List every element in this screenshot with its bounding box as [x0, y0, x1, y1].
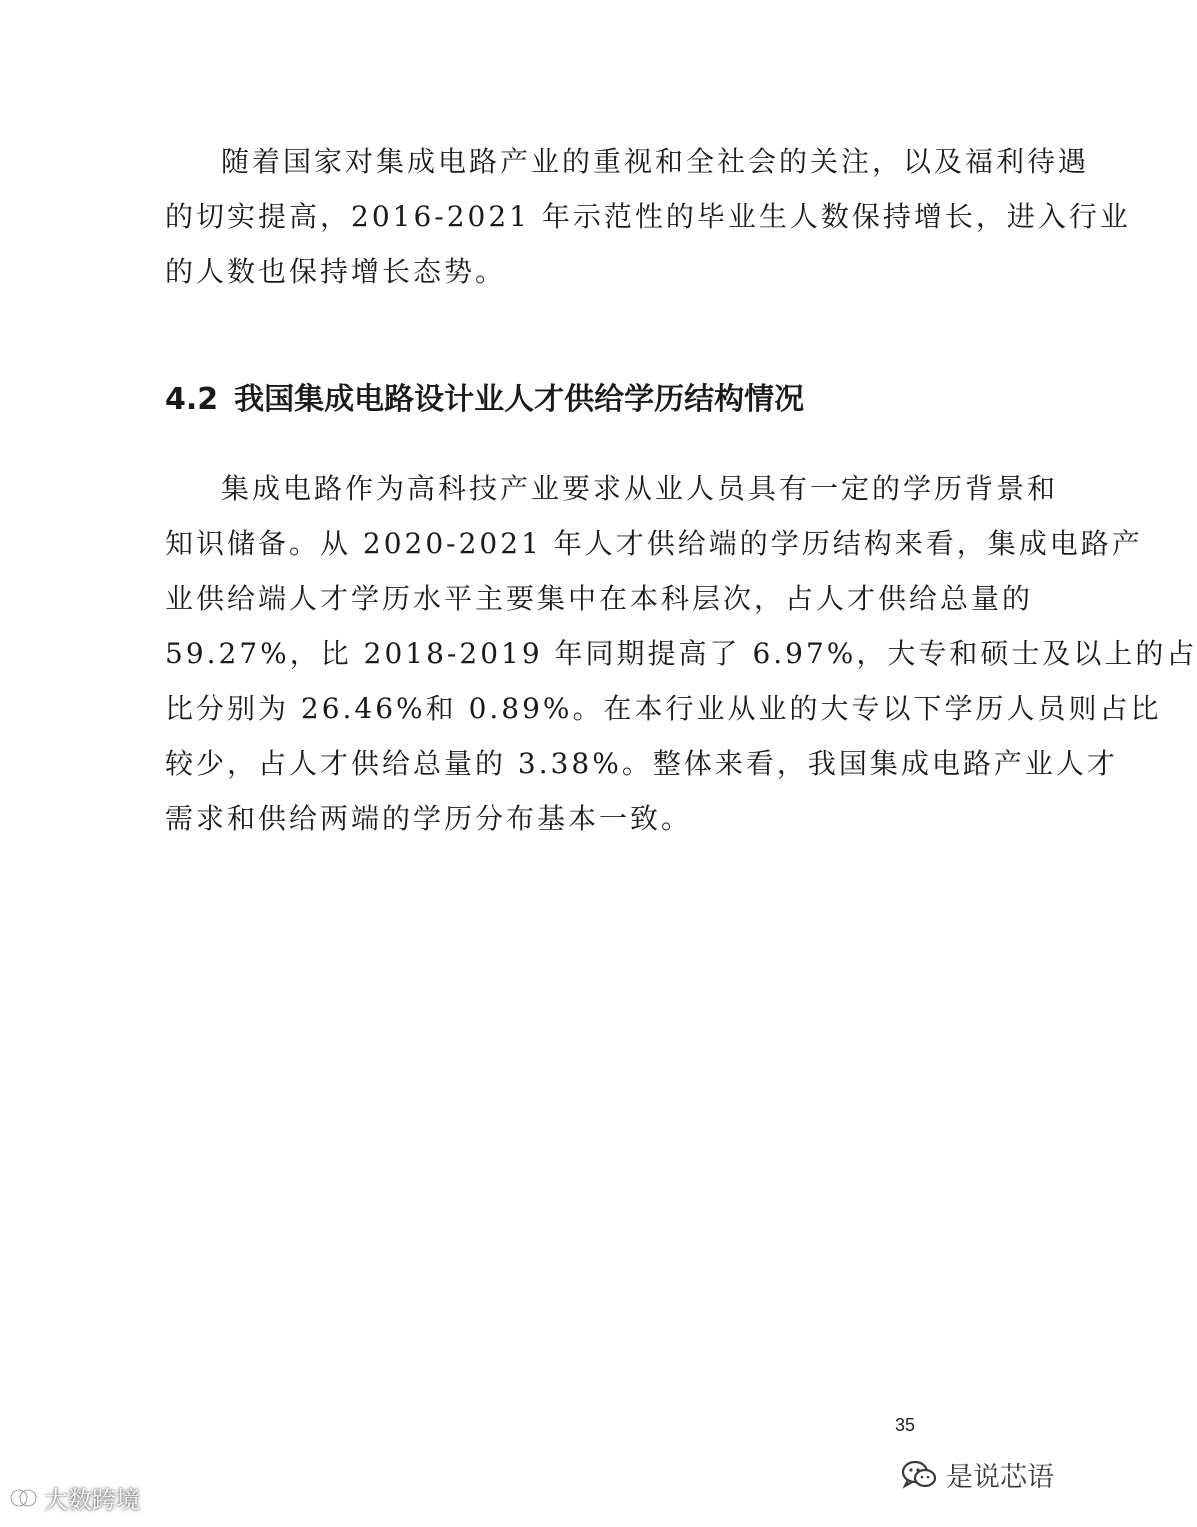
section-heading [165, 380, 804, 420]
wechat-icon [900, 1458, 938, 1492]
paragraph-line: 需求和供给两端的学历分布基本一致。 [165, 802, 693, 835]
paragraph-line: 知识储备。从 2020-2021 年人才供给端的学历结构来看，集成电路产 [165, 527, 1143, 560]
watermark-right [900, 1455, 1054, 1494]
paragraph-line: 59.27%，比 2018-2019 年同期提高了 6.97%，大专和硕士及以上的占 [165, 637, 1197, 670]
paragraph-line: 较少，占人才供给总量的 3.38%。整体来看，我国集成电路产业人才 [165, 747, 1118, 780]
paragraph-2 [165, 461, 1197, 846]
paragraph-line: 比分别为 26.46%和 0.89%。在本行业从业的大专以下学历人员则占比 [165, 692, 1162, 725]
section-number: 4.2 [165, 382, 219, 417]
paragraph-line: 的人数也保持增长态势。 [165, 255, 507, 288]
paragraph-line: 的切实提高，2016-2021 年示范性的毕业生人数保持增长，进入行业 [165, 200, 1131, 233]
page-number: 35 [895, 1415, 916, 1435]
paragraph-line: 业供给端人才学历水平主要集中在本科层次，占人才供给总量的 [165, 582, 1034, 615]
paragraph-line: 集成电路作为高科技产业要求从业人员具有一定的学历背景和 [221, 472, 1059, 505]
logo-icon [8, 1483, 38, 1513]
paragraph-1 [165, 134, 1131, 299]
watermark-right-text: 是说芯语 [946, 1462, 1054, 1493]
watermark-left [8, 1480, 140, 1515]
section-title: 我国集成电路设计业人才供给学历结构情况 [234, 382, 805, 417]
paragraph-line: 随着国家对集成电路产业的重视和全社会的关注，以及福利待遇 [221, 145, 1090, 178]
watermark-left-text: 大数跨境 [44, 1486, 140, 1514]
